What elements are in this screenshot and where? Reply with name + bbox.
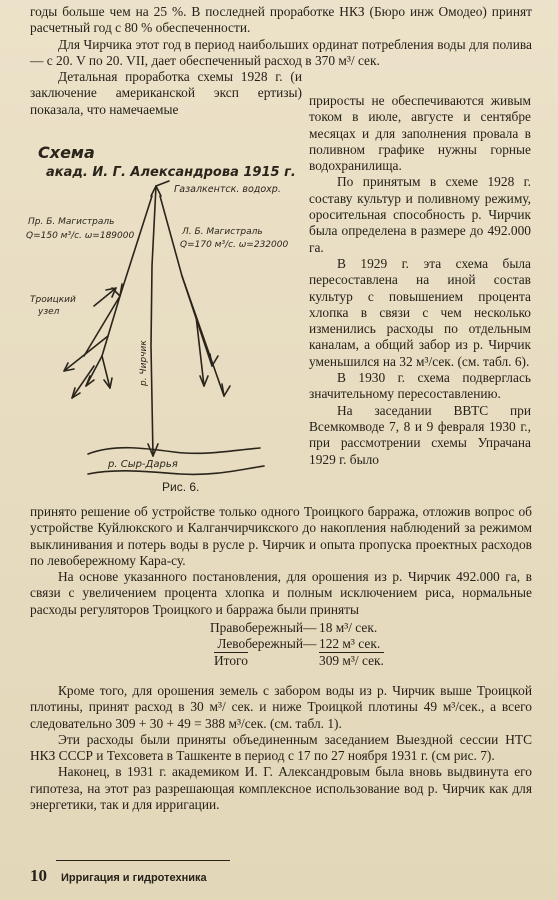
paragraph: Наконец, в 1931 г. академиком И. Г. Александровым была вновь выдвинута его гипотеза, на этот раз разрешающая комплексное использование вод р. Чирчик как для энергетики, так и для ирригации. xyxy=(30,764,532,813)
label-troitsky: Троицкий xyxy=(30,295,76,305)
bottom-text-block xyxy=(30,504,532,813)
summary-value: 122 м³ сек. xyxy=(319,636,381,652)
label-right-main-params: Q=150 м³/с. ω=189000 xyxy=(26,231,135,241)
paragraph: По принятым в схеме 1928 г. составу культур и поливному режиму, оросительная способность р. Чирчик была определена в размере до 492.000 га. xyxy=(309,174,531,255)
paragraph: годы больше чем на 25 %. В последней проработке НКЗ (Бюро инж Омодео) принят расчетный год с 80 % обеспеченности. xyxy=(30,4,532,36)
paragraph: Эти расходы были приняты объединенным заседанием Выездной сессии НТС НКЗ СССР и Техсовета в Ташкенте в период с 17 по 27 ноября 1931 г. (см рис. 7). xyxy=(30,731,532,764)
paragraph: Детальная проработка схемы 1928 г. (и заключение американской эксп ертизы) показала, что намечаемые xyxy=(30,69,302,117)
paragraph: На заседании ВВТС при Всемкомводе 7, 8 и 9 февраля 1930 г., при рассмотрении схемы Упрачана 1929 г. было xyxy=(309,402,531,467)
paragraph: Для Чирчика этот год в период наибольших ординат потребления воды для полива — с 20. V по 20. VII, дает обеспеченный расход в 370 м³/ сек. xyxy=(30,36,532,68)
paragraph: приросты не обеспечиваются живым током в июле, августе и сентябре месяцах и для заполнения провала в поливном графике нужны горные водохранилища. xyxy=(309,93,531,174)
paragraph: В 1929 г. эта схема была пересоставлена на иной состав культур с повышением процента хлопка в связи с чем несколько изменились расходы по отдельным каналам, а общий забор из р. Чирчик уменьшился на 32 м³/сек. (см. табл. 6). xyxy=(309,255,531,369)
summary-total-row xyxy=(30,653,532,669)
summary-row: Левобережный — 122 м³ сек. xyxy=(30,636,532,652)
discharge-summary xyxy=(30,620,532,669)
summary-total-value: 309 м³/ сек. xyxy=(319,652,384,668)
page-footer xyxy=(30,866,532,886)
summary-total-label: Итого xyxy=(214,652,248,668)
label-left-main: Л. Б. Магистраль xyxy=(182,227,263,237)
journal-title: Ирригация и гидротехника xyxy=(61,872,207,884)
river-trunk xyxy=(151,186,156,456)
label-syrdarya: р. Сыр-Дарья xyxy=(108,459,178,470)
scheme-figure xyxy=(24,136,312,496)
label-troitsky-node: узел xyxy=(38,307,60,317)
label-chirchik: р. Чирчик xyxy=(139,340,149,386)
summary-row: Правобережный — 18 м³/ сек. xyxy=(30,620,532,636)
label-kazalkent: Газалкентск. водохр. xyxy=(174,184,281,195)
label-left-main-params: Q=170 м³/с. ω=232000 xyxy=(180,240,289,250)
summary-label: Левобережный xyxy=(217,636,303,652)
paragraph: Кроме того, для орошения земель с забором воды из р. Чирчик выше Троицкой плотины, принят расход в 30 м³/ сек. и ниже Троицкой плотины 49 м³/сек., а всего следовательно 309 + 30 + 49 = 388 м³/сек. (см. табл. 1). xyxy=(30,682,532,731)
paragraph: принято решение об устройстве только одного Троицкого барража, отложив вопрос об устройстве Куйлюкского и Калганчирчикского до накопления наблюдений за режимом выклинивания и потерь воды в русле р. Чирчик и опыта пропуска проектных расходов по левобережному Кара-су. xyxy=(30,504,532,568)
label-right-main: Пр. Б. Магистраль xyxy=(28,217,115,227)
right-column-text xyxy=(309,93,531,468)
paragraph: На основе указанного постановления, для орошения из р. Чирчик 492.000 га, в связи с увеличением процента хлопка и полным исключением риса, нормальные расходы регуляторов Троицкого и барража были приняты xyxy=(30,569,532,617)
summary-value: 18 м³/ сек. xyxy=(319,620,378,636)
figure-caption: Рис. 6. xyxy=(162,480,200,494)
page-number: 10 xyxy=(30,866,47,885)
figure-title: Схема xyxy=(38,143,95,162)
syrdarya-river xyxy=(88,448,260,454)
paragraph: В 1930 г. схема подверглась значительному пересоставлению. xyxy=(309,370,531,402)
figure-subtitle: акад. И. Г. Александрова 1915 г. xyxy=(46,165,296,180)
summary-label: Правобережный xyxy=(209,620,303,636)
